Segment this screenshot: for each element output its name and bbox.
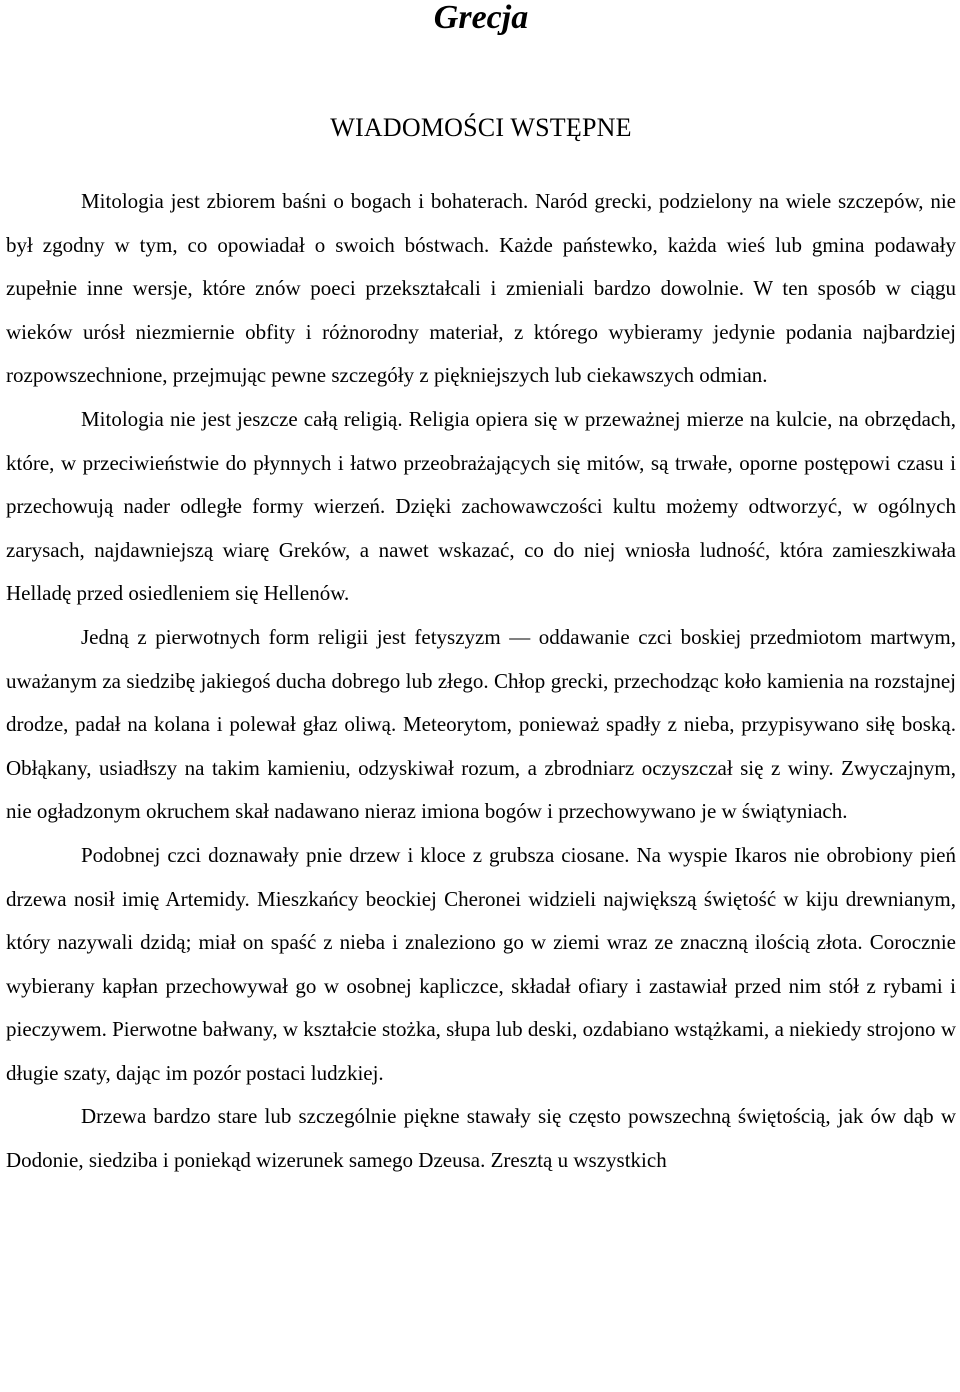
paragraph-1: Mitologia jest zbiorem baśni o bogach i bohaterach. Naród grecki, podzielony na wiele szczepów, nie był zgodny w tym, co opowiadał o swoich bóstwach. Każde państewko, każda wieś lub gmina podawały zupełnie inne wersje, które znów poeci przekształcali i zmieniali bardzo dowolnie. W ten sposób w ciągu wieków urósł niezmiernie obfity i różnorodny materiał, z którego wybieramy jedynie podania najbardziej rozpowszechnione, przejmując pewne szczegóły z piękniejszych lub ciekawszych odmian. bbox=[6, 189, 956, 388]
body-text bbox=[6, 180, 956, 1183]
paragraph-5: Drzewa bardzo stare lub szczególnie piękne stawały się często powszechną świętością, jak ów dąb w Dodonie, siedziba i poniekąd wizerunek samego Dzeusa. Zresztą u wszystkich bbox=[6, 1104, 956, 1173]
paragraph-3: Jedną z pierwotnych form religii jest fetyszyzm — oddawanie czci boskiej przedmiotom martwym, uważanym za siedzibę jakiegoś ducha dobrego lub złego. Chłop grecki, przechodząc koło kamienia na rozstajnej drodze, padał na kolana i polewał głaz oliwą. Meteorytom, ponieważ spadły z nieba, przypisywano siłę boską. Obłąkany, usiadłszy na takim kamieniu, odzyskiwał rozum, a zbrodniarz oczyszczał się z winy. Zwyczajnym, nie ogładzonym okruchem skał nadawano nieraz imiona bogów i przechowywano je w świątyniach. bbox=[6, 624, 956, 824]
paragraph-4: Podobnej czci doznawały pnie drzew i kloce z grubsza ciosane. Na wyspie Ikaros nie obrobiony pień drzewa nosił imię Artemidy. Mieszkańcy beockiej Cheronei widzieli największą świętość w kiju drewnianym, który nazywali dzidą; miał on spaść z nieba i znaleziono go w ziemi wraz ze znaczną ilością złota. Corocznie wybierany kapłan przechowywał go w osobnej kapliczce, składał ofiary i zastawiał przed nim stół z rybami i pieczywem. Pierwotne bałwany, w kształcie stożka, słupa lub deski, ozdabiano wstążkami, a niekiedy strojono w długie szaty, dając im pozór postaci ludzkiej. bbox=[6, 842, 956, 1085]
document-page bbox=[6, 0, 956, 1392]
paragraph-2: Mitologia nie jest jeszcze całą religią. Religia opiera się w przeważnej mierze na kulcie, na obrzędach, które, w przeciwieństwie do płynnych i łatwo przeobrażających się mitów, są trwałe, oporne postępowi czasu i przechowują nader odległe formy wierzeń. Dzięki zachowawczości kultu możemy odtworzyć, w ogólnych zarysach, najdawniejszą wiarę Greków, a nawet wskazać, co do niej wniosła ludność, która zamieszkiwała Helladę przed osiedleniem się Hellenów. bbox=[6, 406, 956, 606]
section-heading: WIADOMOŚCI WSTĘPNE bbox=[330, 113, 632, 142]
document-title: Grecja bbox=[433, 0, 529, 36]
